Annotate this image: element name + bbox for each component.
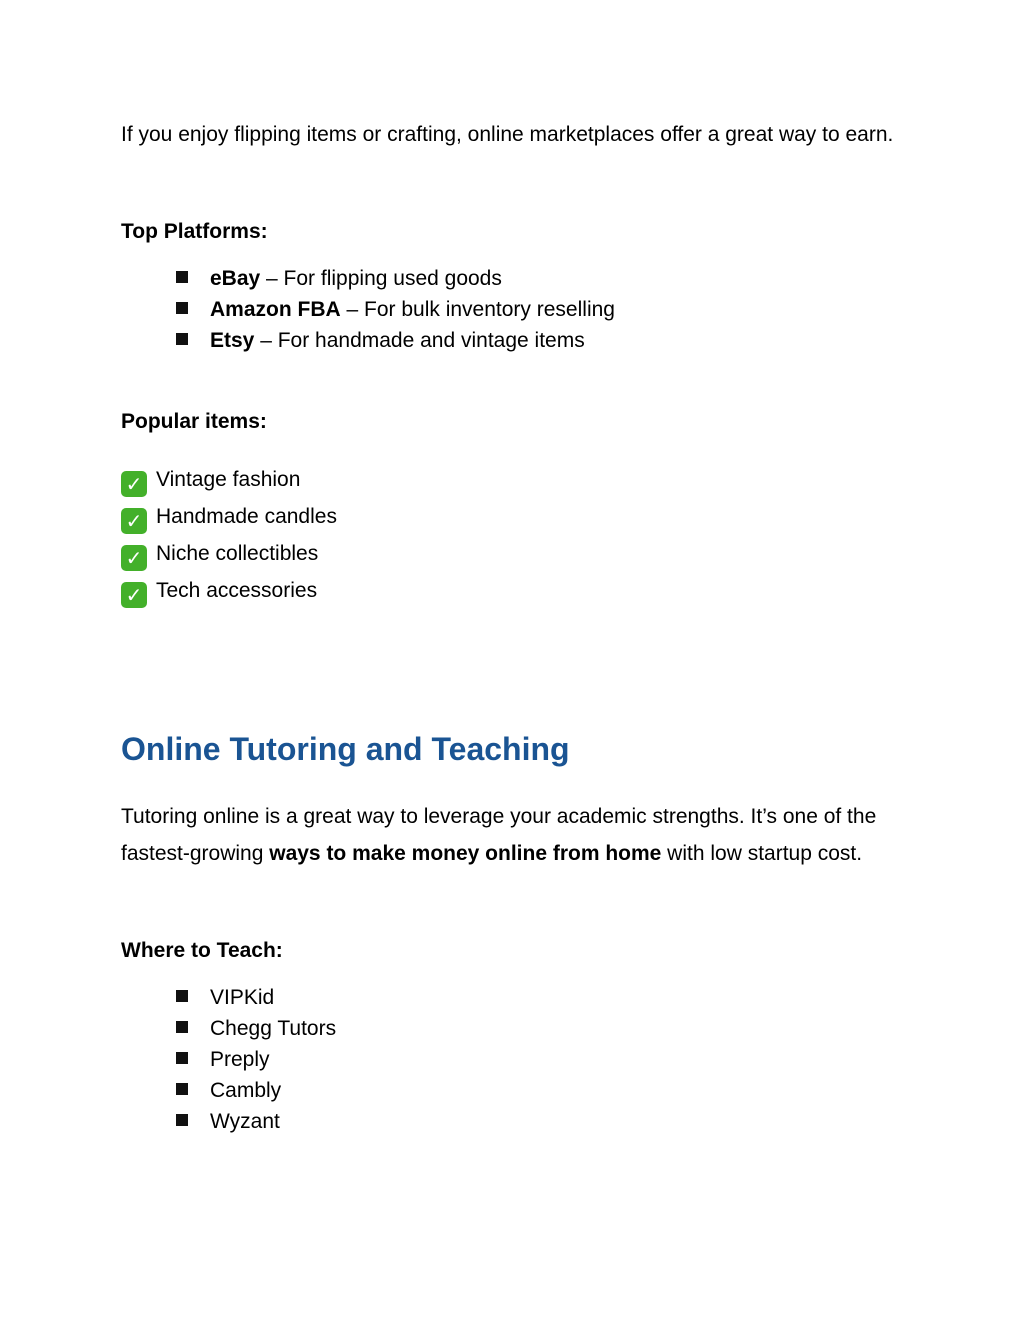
list-item [172,1044,336,1075]
check-mark-icon: ✓ [121,471,147,497]
item-label: Chegg Tutors [210,1017,337,1040]
square-bullet-icon [176,1021,188,1033]
platform-description: – For handmade and vintage items [254,329,585,352]
top-platforms-list [172,263,615,356]
top-platforms-label: Top Platforms: [121,220,268,243]
square-bullet-icon [176,333,188,345]
item-label: Wyzant [210,1110,280,1133]
square-bullet-icon [176,1114,188,1126]
platform-name: eBay [210,267,261,290]
section-heading: Online Tutoring and Teaching [121,731,570,767]
item-label: VIPKid [210,986,275,1009]
paragraph-text: with low startup cost. [661,842,863,865]
list-item [172,1075,336,1106]
paragraph-bold-text: ways to make money online from home [269,842,662,865]
list-item [172,1013,336,1044]
list-item [172,982,336,1013]
platform-name: Amazon FBA [210,298,341,321]
list-item [121,572,337,609]
square-bullet-icon [176,990,188,1002]
square-bullet-icon [176,302,188,314]
platform-description: – For bulk inventory reselling [340,298,615,321]
square-bullet-icon [176,1052,188,1064]
list-item [172,325,615,356]
item-label: Handmade candles [156,505,337,528]
item-label: Cambly [210,1079,282,1102]
list-item [172,263,615,294]
tutoring-paragraph [121,798,911,872]
where-to-teach-list [172,982,336,1137]
check-mark-icon: ✓ [121,545,147,571]
popular-items-label: Popular items: [121,410,267,433]
item-label: Tech accessories [156,579,318,602]
platform-name: Etsy [210,329,255,352]
check-mark-icon: ✓ [121,508,147,534]
paragraph-text: Tutoring online is a great way to leverage your academic strengths. It’s one of the fastest-growing [121,805,877,865]
item-label: Niche collectibles [156,542,319,565]
list-item [121,461,337,498]
item-label: Vintage fashion [156,468,301,491]
square-bullet-icon [176,271,188,283]
where-to-teach-label: Where to Teach: [121,939,283,962]
list-item [121,498,337,535]
list-item [172,1106,336,1137]
intro-paragraph: If you enjoy flipping items or crafting, online marketplaces offer a great way to earn. [121,123,894,146]
list-item [121,535,337,572]
square-bullet-icon [176,1083,188,1095]
list-item [172,294,615,325]
popular-items-list [121,461,337,609]
item-label: Preply [210,1048,270,1071]
check-mark-icon: ✓ [121,582,147,608]
platform-description: – For flipping used goods [260,267,502,290]
